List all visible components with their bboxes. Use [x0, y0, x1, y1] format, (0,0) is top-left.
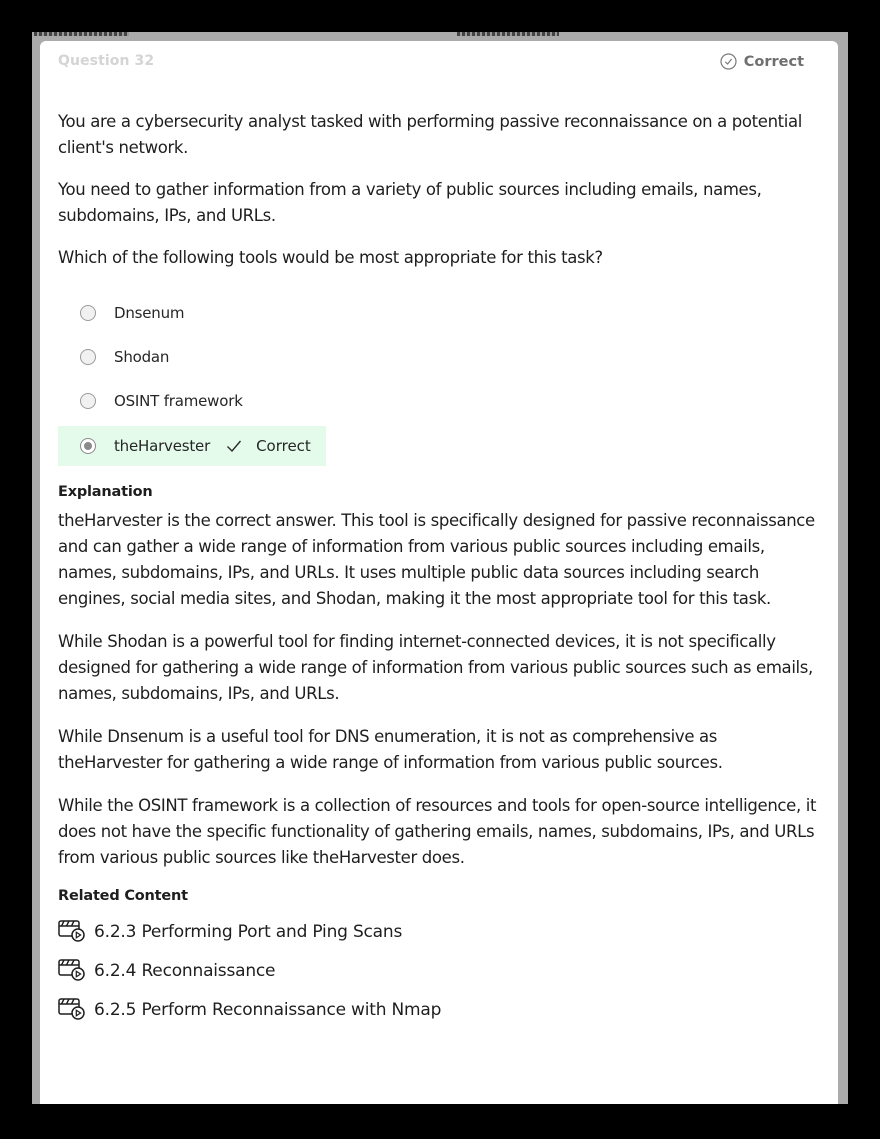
question-body: [58, 109, 820, 1029]
radio-button[interactable]: [80, 305, 96, 321]
explanation-text: While the OSINT framework is a collection of resources and tools for open-source intelligence, it does not have the specific functionality of gathering emails, names, subdomains, IPs, and URLs from various public sources like theHarvester does.: [58, 796, 817, 867]
related-link-recon-nmap[interactable]: [58, 990, 820, 1029]
option-dnsenum[interactable]: [58, 291, 326, 335]
status-badge: [720, 53, 804, 70]
radio-button[interactable]: [80, 349, 96, 365]
related-link-label[interactable]: 6.2.4 Reconnaissance: [94, 960, 276, 981]
checkmark-icon: [226, 439, 242, 453]
option-label: theHarvester: [114, 437, 211, 455]
related-link-label[interactable]: 6.2.3 Performing Port and Ping Scans: [94, 921, 403, 942]
related-content-list: [58, 912, 820, 1029]
question-number: Question 32: [58, 53, 155, 69]
check-circle-icon: [720, 53, 737, 70]
option-osint-framework[interactable]: [58, 379, 326, 423]
option-theharvester[interactable]: [58, 426, 326, 466]
option-label: Shodan: [114, 348, 170, 366]
question-text: You need to gather information from a variety of public sources including emails, names, subdomains, IPs, and URLs.: [58, 180, 762, 225]
radio-button-selected[interactable]: [80, 438, 96, 454]
explanation-text: While Shodan is a powerful tool for finding internet-connected devices, it is not specifically designed for gathering a wide range of information from various public sources such as emails, names, subdomains, IPs, and URLs.: [58, 632, 813, 703]
option-shodan[interactable]: [58, 335, 326, 379]
radio-button[interactable]: [80, 393, 96, 409]
explanation-title: Explanation: [58, 484, 153, 500]
explanation-text: While Dnsenum is a useful tool for DNS enumeration, it is not as comprehensive as theHarvester for gathering a wide range of information from various public sources.: [58, 727, 723, 772]
question-prompt: Which of the following tools would be most appropriate for this task?: [58, 248, 603, 267]
explanation: [58, 508, 820, 871]
status-label: Correct: [743, 53, 804, 70]
video-clapper-icon: [58, 996, 86, 1024]
question-header: [40, 41, 838, 85]
option-feedback: Correct: [256, 437, 311, 455]
question-card: [40, 41, 838, 1104]
option-label: OSINT framework: [114, 392, 243, 410]
related-content-title: Related Content: [58, 888, 188, 904]
frame-decoration: [457, 32, 559, 36]
question-text: You are a cybersecurity analyst tasked with performing passive reconnaissance on a potential client's network.: [58, 112, 803, 157]
frame-decoration: [34, 32, 129, 36]
answer-options: [58, 291, 820, 466]
related-link-reconnaissance[interactable]: [58, 951, 820, 990]
explanation-text: theHarvester is the correct answer. This tool is specifically designed for passive reconnaissance and can gather a wide range of information from various public sources including emails, names, subdomains, IPs, and URLs. It uses multiple public data sources including search engines, social media sites, and Shodan, making it the most appropriate tool for this task.: [58, 511, 815, 608]
video-clapper-icon: [58, 918, 86, 946]
related-link-label[interactable]: 6.2.5 Perform Reconnaissance with Nmap: [94, 999, 442, 1020]
option-label: Dnsenum: [114, 304, 185, 322]
video-clapper-icon: [58, 957, 86, 985]
related-link-port-ping-scans[interactable]: [58, 912, 820, 951]
